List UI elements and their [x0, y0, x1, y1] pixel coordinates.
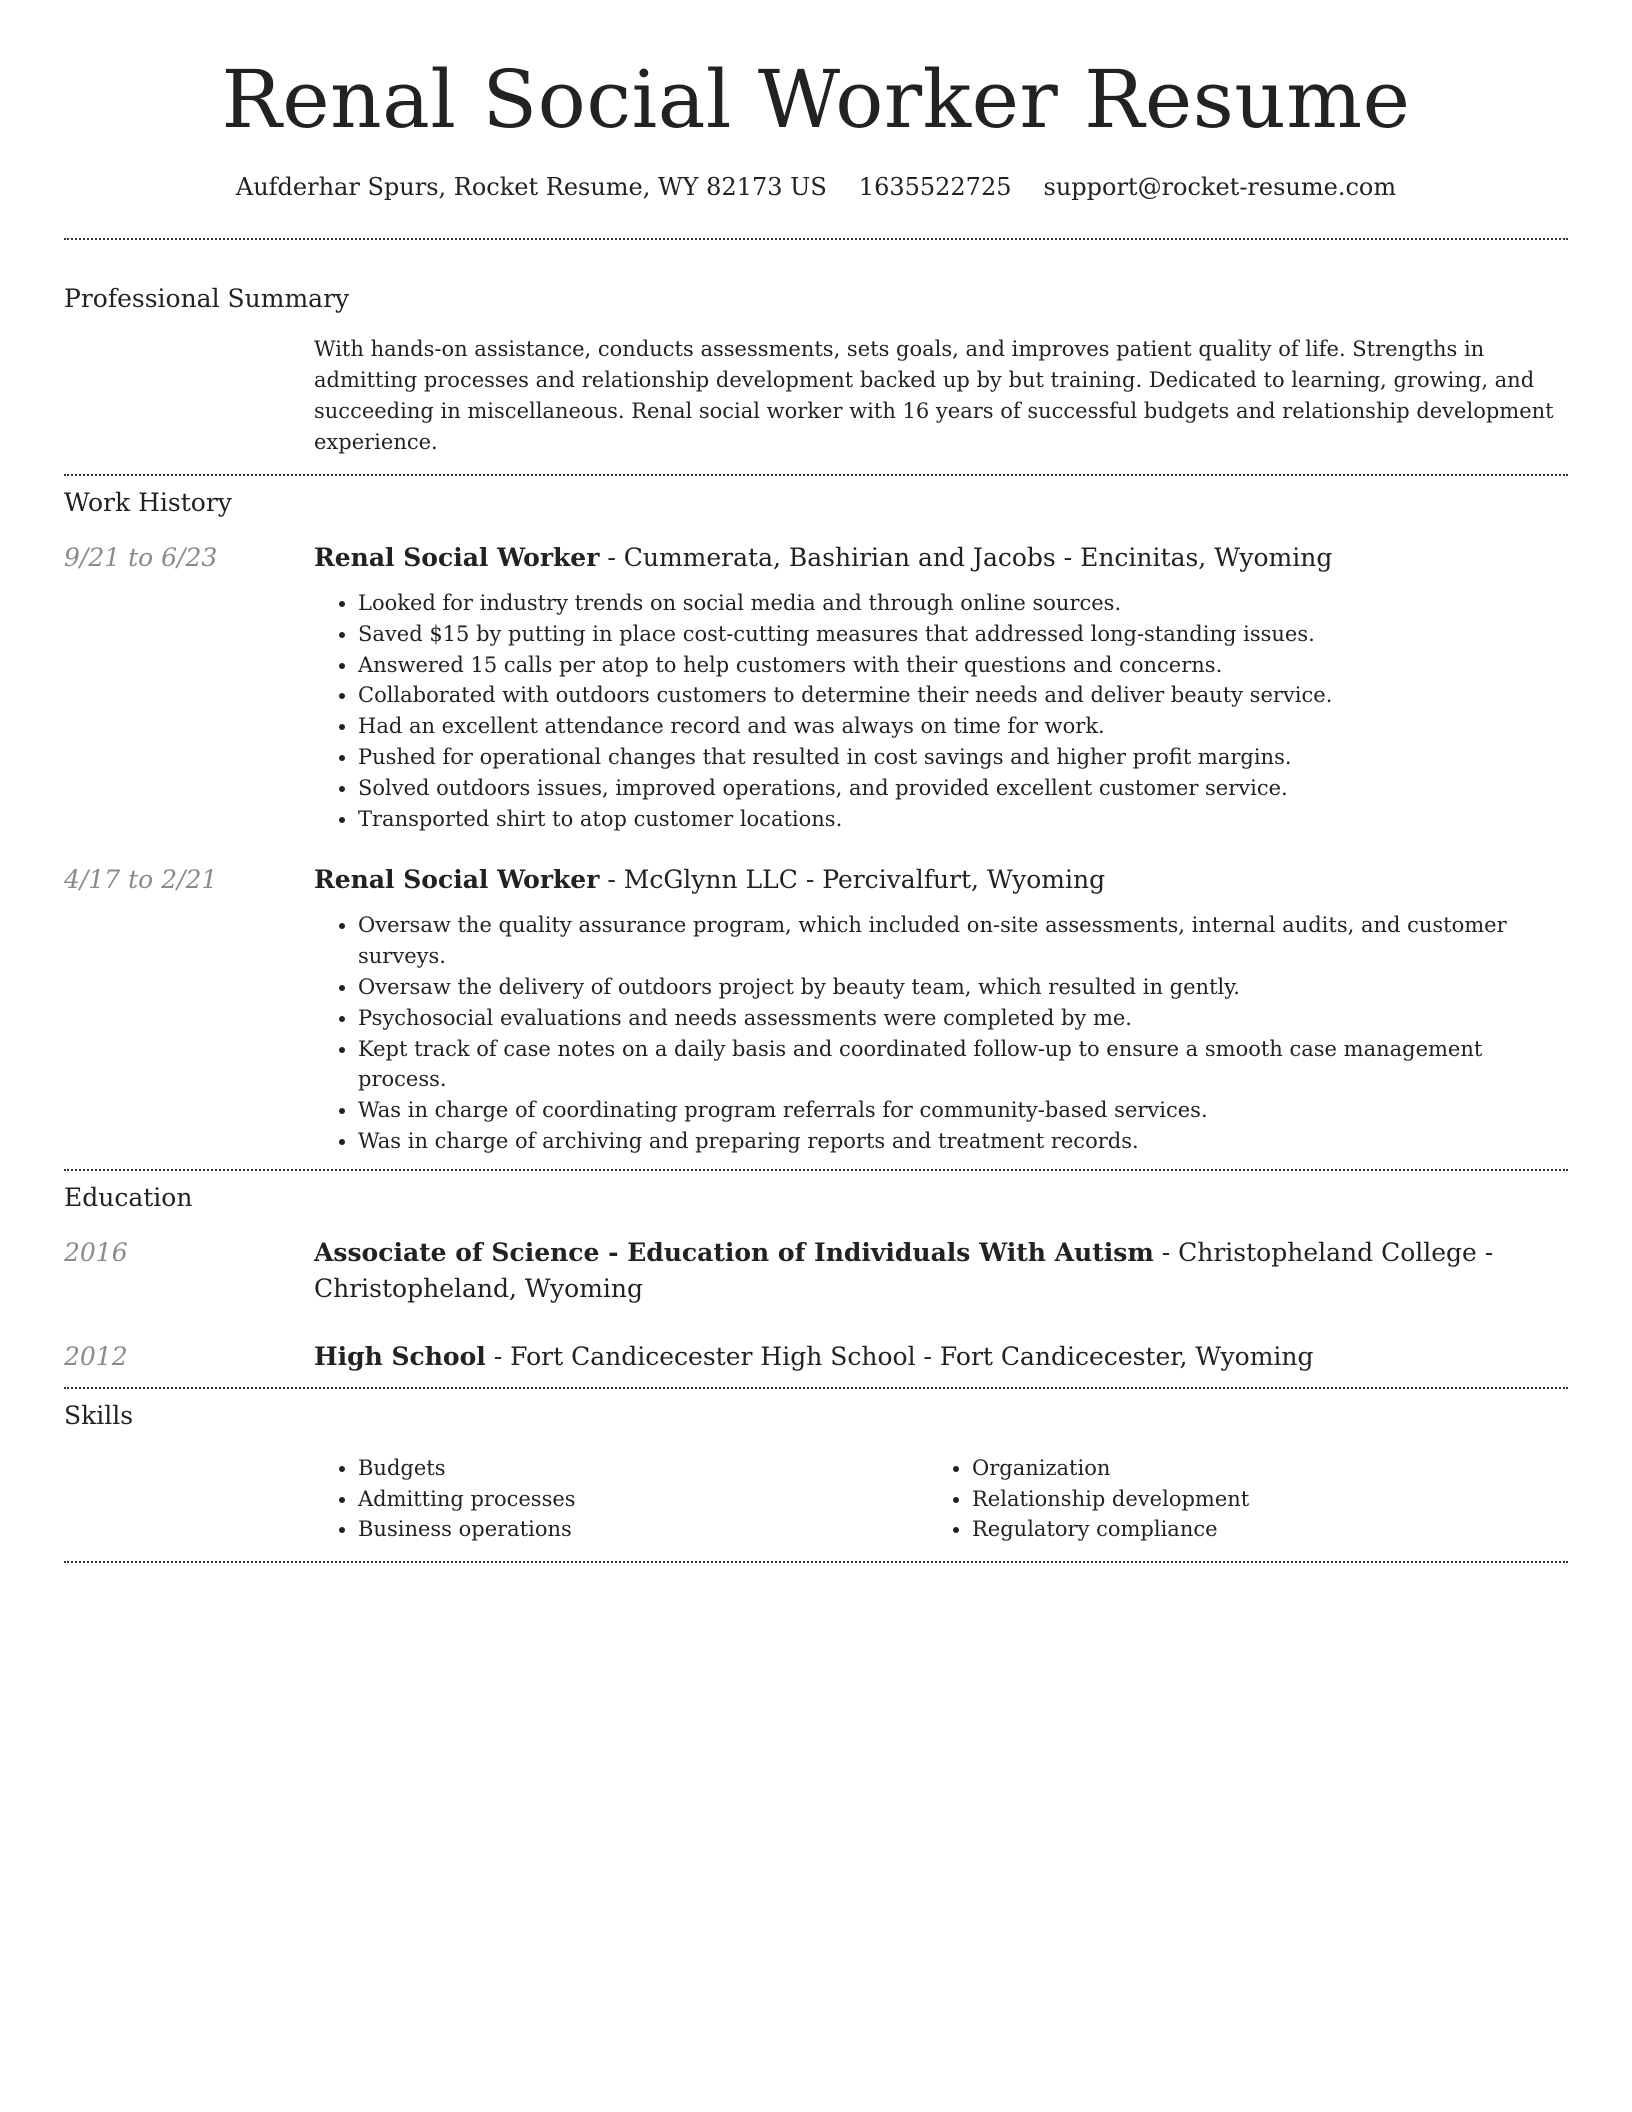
- work-history-section: [64, 486, 1568, 1157]
- contact-address: Aufderhar Spurs, Rocket Resume, WY 82173 US: [235, 173, 827, 201]
- education-heading: Education: [64, 1182, 193, 1212]
- job-bullet: • Psychosocial evaluations and needs assessments were completed by me.: [358, 1003, 1568, 1034]
- work-history-heading: Work History: [64, 488, 232, 517]
- education-details: [314, 1235, 1568, 1307]
- section-divider: [64, 474, 1568, 476]
- job-bullet: • Pushed for operational changes that resulted in cost savings and higher profit margins.: [358, 742, 1568, 773]
- skill-item: • Regulatory compliance: [972, 1514, 1542, 1545]
- job-heading: [314, 862, 1568, 898]
- contact-email: support@rocket-resume.com: [1043, 173, 1397, 201]
- section-divider: [64, 238, 1568, 240]
- skills-columns: [314, 1453, 1568, 1545]
- education-year: 2016: [64, 1237, 128, 1267]
- education-section: [64, 1181, 1568, 1375]
- job-role: Renal Social Worker: [314, 543, 600, 572]
- job-bullet: • Solved outdoors issues, improved operations, and provided excellent customer service.: [358, 773, 1568, 804]
- job-bullets: [314, 588, 1568, 834]
- skills-section: [64, 1399, 1568, 1545]
- skill-item: • Budgets: [358, 1453, 928, 1484]
- skills-row: [64, 1453, 1568, 1545]
- job-dates: 4/17 to 2/21: [64, 865, 218, 895]
- job-bullet: • Looked for industry trends on social media and through online sources.: [358, 588, 1568, 619]
- job-bullet: • Was in charge of coordinating program referrals for community-based services.: [358, 1095, 1568, 1126]
- job-role: Renal Social Worker: [314, 865, 600, 895]
- job-employer: - McGlynn LLC - Percivalfurt, Wyoming: [599, 865, 1106, 895]
- job-details: [314, 862, 1568, 1156]
- summary-section: [64, 282, 1568, 458]
- summary-spacer: [64, 334, 314, 458]
- skills-spacer: [64, 1453, 314, 1545]
- skill-item: • Relationship development: [972, 1484, 1542, 1515]
- job-entry: [64, 862, 1568, 1156]
- job-bullet: • Had an excellent attendance record and was always on time for work.: [358, 711, 1568, 742]
- education-school: - Fort Candicecester High School - Fort Candicecester, Wyoming: [485, 1341, 1314, 1371]
- job-details: [314, 540, 1568, 834]
- section-divider: [64, 1387, 1568, 1389]
- job-bullet: • Transported shirt to atop customer locations.: [358, 804, 1568, 835]
- education-degree: Associate of Science - Education of Individuals With Autism: [314, 1237, 1154, 1267]
- summary-text: With hands-on assistance, conducts assessments, sets goals, and improves patient quality of life. Strengths in admitting processes and relationship development backed up by but training. Dedicated to learning, growing, and succeeding in miscellaneous. Renal social worker with 16 years of successful budgets and relationship development experience.: [314, 337, 1554, 454]
- education-entry: [64, 1235, 1568, 1307]
- job-bullets: [314, 910, 1568, 1156]
- contact-phone: 1635522725: [858, 173, 1012, 201]
- skill-item: • Admitting processes: [358, 1484, 928, 1515]
- skills-list-right: [928, 1453, 1542, 1545]
- job-bullet: • Collaborated with outdoors customers to determine their needs and deliver beauty service.: [358, 680, 1568, 711]
- resume-title: Renal Social Worker Resume: [221, 53, 1411, 146]
- job-bullet: • Saved $15 by putting in place cost-cutting measures that addressed long-standing issues.: [358, 619, 1568, 650]
- skills-heading: Skills: [64, 1400, 134, 1430]
- education-degree: High School: [314, 1341, 486, 1371]
- job-dates: 9/21 to 6/23: [64, 543, 218, 572]
- job-heading: [314, 540, 1568, 576]
- skills-list-left: [314, 1453, 928, 1545]
- job-bullet: • Answered 15 calls per atop to help customers with their questions and concerns.: [358, 650, 1568, 681]
- job-bullet: • Oversaw the quality assurance program, which included on-site assessments, internal audits, and customer surveys.: [358, 910, 1568, 972]
- education-heading-line: [314, 1235, 1568, 1307]
- education-school: - Christopheland College - Christopheland, Wyoming: [314, 1237, 1494, 1303]
- summary-body: [314, 334, 1568, 458]
- education-year: 2012: [64, 1341, 128, 1371]
- job-bullet: • Oversaw the delivery of outdoors project by beauty team, which resulted in gently.: [358, 972, 1568, 1003]
- education-heading-line: [314, 1339, 1568, 1375]
- job-bullet: • Kept track of case notes on a daily basis and coordinated follow-up to ensure a smooth case management process.: [358, 1034, 1568, 1096]
- education-entry: [64, 1339, 1568, 1375]
- skill-item: • Business operations: [358, 1514, 928, 1545]
- job-bullet: • Was in charge of archiving and preparing reports and treatment records.: [358, 1126, 1568, 1157]
- education-details: [314, 1339, 1568, 1375]
- section-divider: [64, 1561, 1568, 1563]
- job-employer: - Cummerata, Bashirian and Jacobs - Encinitas, Wyoming: [599, 543, 1333, 572]
- summary-heading: Professional Summary: [64, 284, 350, 313]
- section-divider: [64, 1169, 1568, 1171]
- job-entry: [64, 540, 1568, 834]
- contact-line: [64, 170, 1568, 204]
- summary-row: [64, 334, 1568, 458]
- skill-item: • Organization: [972, 1453, 1542, 1484]
